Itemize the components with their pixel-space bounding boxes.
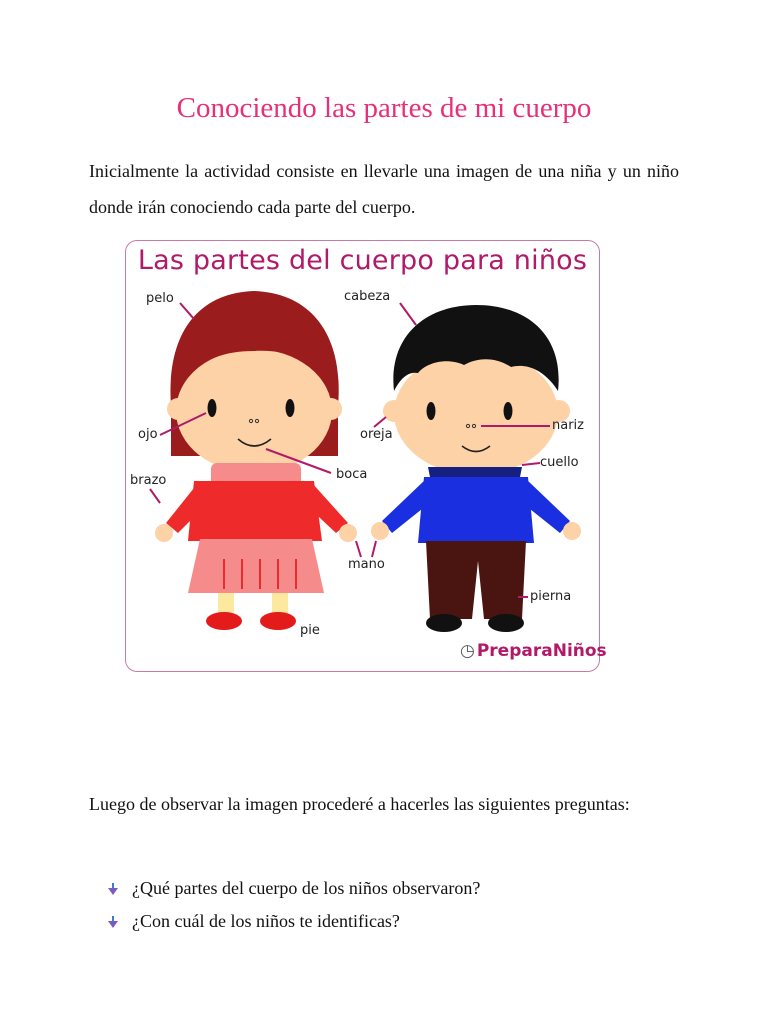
clock-icon: ◷ <box>460 641 475 661</box>
label-pie: pie <box>300 623 320 638</box>
list-item <box>106 905 480 938</box>
body-parts-illustration <box>125 240 607 672</box>
kids-drawing <box>126 241 601 673</box>
arrow-down-bullet-icon <box>106 916 120 928</box>
label-nariz: nariz <box>552 418 584 433</box>
page-title: Conociendo las partes de mi cuerpo <box>176 92 592 124</box>
figure-title: Las partes del cuerpo para niños <box>137 245 588 276</box>
question-text: ¿Con cuál de los niños te identificas? <box>132 911 400 931</box>
question-list <box>106 872 480 938</box>
label-oreja: oreja <box>360 427 393 442</box>
label-boca: boca <box>336 467 368 482</box>
label-brazo: brazo <box>130 473 167 488</box>
intro-paragraph: Inicialmente la actividad consiste en llevarle una imagen de una niña y un niño donde irán conociendo cada parte del cuerpo. <box>89 161 679 217</box>
list-item <box>106 872 480 905</box>
label-pierna: pierna <box>530 589 572 604</box>
girl-figure <box>155 291 357 630</box>
follow-up-paragraph: Luego de observar la imagen procederé a hacerles las siguientes preguntas: <box>89 794 630 814</box>
label-ojo: ojo <box>138 427 158 442</box>
label-cuello: cuello <box>540 455 579 470</box>
label-cabeza: cabeza <box>344 289 391 304</box>
label-mano: mano <box>348 557 385 572</box>
label-pelo: pelo <box>146 291 174 306</box>
arrow-down-bullet-icon <box>106 883 120 895</box>
brand-logo: ◷ PreparaNiños <box>460 641 607 661</box>
question-text: ¿Qué partes del cuerpo de los niños observaron? <box>132 878 481 898</box>
